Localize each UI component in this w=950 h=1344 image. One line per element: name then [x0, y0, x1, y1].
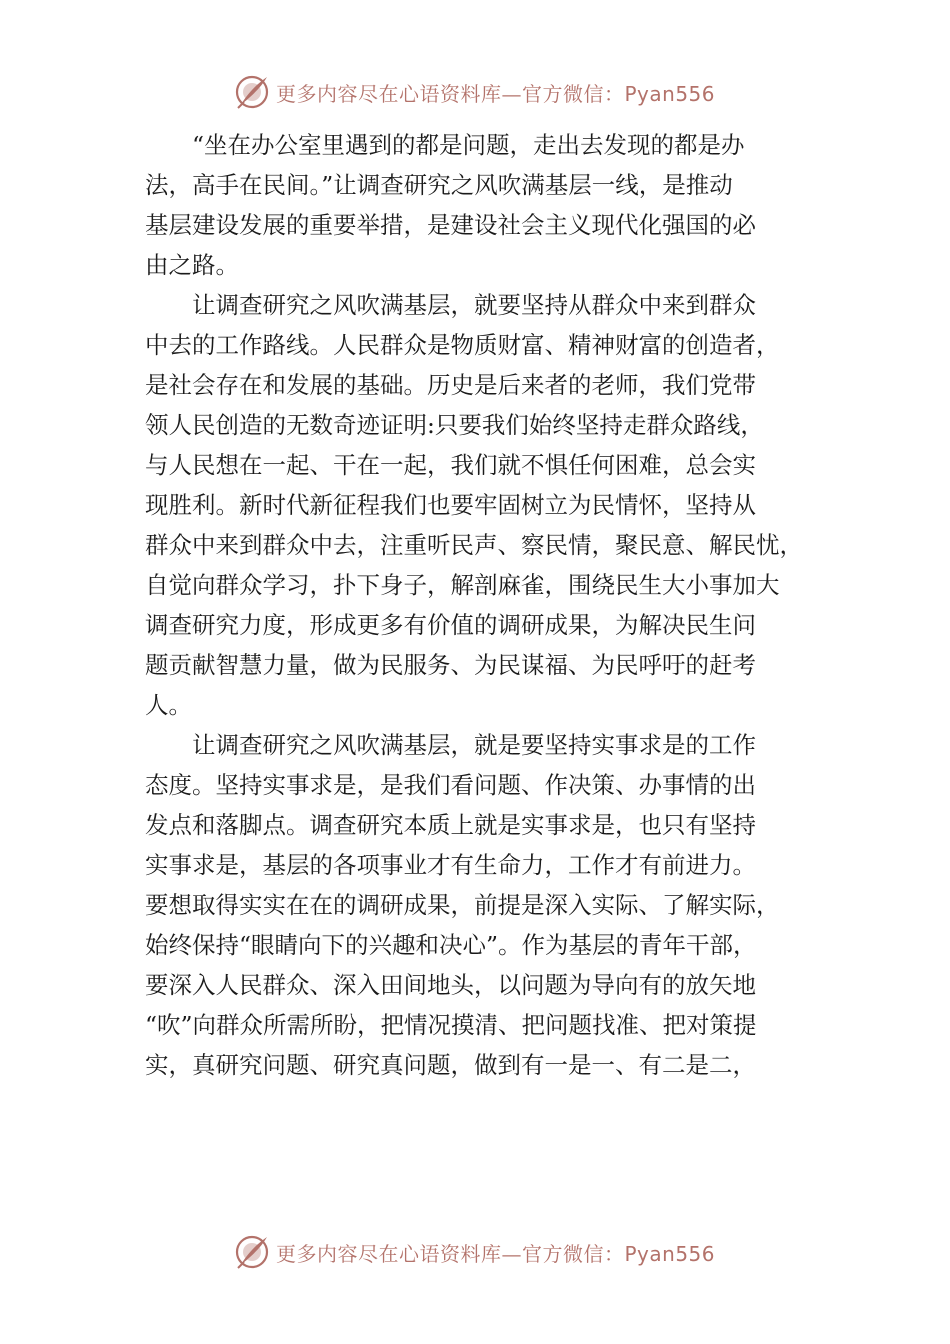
- quill-seal-icon: [232, 72, 272, 112]
- text-line: 是社会存在和发展的基础。历史是后来者的老师，我们党带: [145, 371, 756, 399]
- text-line: 由之路。: [145, 251, 239, 279]
- text-line: 让调查研究之风吹满基层，就是要坚持实事求是的工作: [192, 731, 756, 759]
- text-line: 中去的工作路线。人民群众是物质财富、精神财富的创造者，: [145, 331, 780, 359]
- text-line: 现胜利。新时代新征程我们也要牢固树立为民情怀，坚持从: [145, 491, 756, 519]
- banner-main: 更多内容尽在心语资料库: [276, 1241, 502, 1266]
- banner-separator: —: [501, 81, 522, 106]
- paragraph-3: [145, 725, 835, 1085]
- banner-text: [276, 1238, 715, 1267]
- text-line: 法，高手在民间。”让调查研究之风吹满基层一线，是推动: [145, 171, 733, 199]
- text-line: 要想取得实实在在的调研成果，前提是深入实际、了解实际，: [145, 891, 780, 919]
- quill-seal-icon: [232, 1232, 272, 1272]
- text-line: “坐在办公室里遇到的都是问题，走出去发现的都是办: [192, 131, 745, 159]
- banner-text: [276, 78, 715, 107]
- banner-main: 更多内容尽在心语资料库: [276, 81, 502, 106]
- text-line: 领人民创造的无数奇迹证明:只要我们始终坚持走群众路线，: [145, 411, 764, 439]
- text-line: 态度。坚持实事求是，是我们看问题、作决策、办事情的出: [145, 771, 756, 799]
- text-line: 与人民想在一起、干在一起，我们就不惧任何困难，总会实: [145, 451, 756, 479]
- text-line: 基层建设发展的重要举措，是建设社会主义现代化强国的必: [145, 211, 756, 239]
- text-line: 调查研究力度，形成更多有价值的调研成果，为解决民生问: [145, 611, 756, 639]
- text-line: 群众中来到群众中去，注重听民声、察民情，聚民意、解民忧，: [145, 531, 803, 559]
- banner-wechat-label: 官方微信：: [522, 1241, 625, 1266]
- text-line: 自觉向群众学习，扑下身子，解剖麻雀，围绕民生大小事加大: [145, 571, 780, 599]
- text-line: 题贡献智慧力量，做为民服务、为民谋福、为民呼吁的赶考: [145, 651, 756, 679]
- banner-wechat-id: Pyan556: [624, 81, 716, 106]
- text-line: 实事求是，基层的各项事业才有生命力，工作才有前进力。: [145, 851, 756, 879]
- footer-banner: [232, 1230, 752, 1274]
- document-body: [145, 125, 835, 1085]
- header-banner: [232, 70, 752, 114]
- text-line: 让调查研究之风吹满基层，就要坚持从群众中来到群众: [192, 291, 756, 319]
- text-line: 要深入人民群众、深入田间地头，以问题为导向有的放矢地: [145, 971, 756, 999]
- text-line: 实，真研究问题、研究真问题，做到有一是一、有二是二，: [145, 1051, 756, 1079]
- text-line: “吹”向群众所需所盼，把情况摸清、把问题找准、把对策提: [145, 1011, 757, 1039]
- text-line: 人。: [145, 691, 192, 719]
- text-line: 始终保持“眼睛向下的兴趣和决心”。作为基层的青年干部，: [145, 931, 757, 959]
- banner-wechat-label: 官方微信：: [522, 81, 625, 106]
- banner-wechat-id: Pyan556: [624, 1241, 716, 1266]
- banner-separator: —: [501, 1241, 522, 1266]
- paragraph-1: [145, 125, 835, 285]
- text-line: 发点和落脚点。调查研究本质上就是实事求是，也只有坚持: [145, 811, 756, 839]
- paragraph-2: [145, 285, 835, 725]
